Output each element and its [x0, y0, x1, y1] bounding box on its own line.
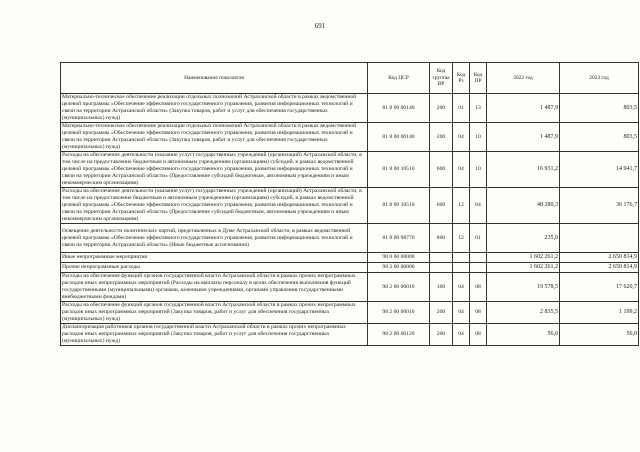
cell-2023: 17 620,7: [560, 273, 639, 302]
cell-name: Расходы на обеспечение функций органов государственной власти Астраханской области в рамках прочих непрограммных расходов иных непрограммных мероприятий (Расходы на выплаты персоналу в целях обеспечения выполнения функций государственными (муниципальными) органами, казенными учреждениями, органами управления государственными внебюджетными фондами): [61, 273, 368, 302]
cell-2022: 1 602 261,2: [487, 253, 560, 263]
cell-2023: [560, 224, 639, 253]
cell-name: Расходы на обеспечение деятельности (оказание услуг) государственных учреждений (организаций) Астраханской области, в том числе на предоставление бюджетным и автономным учреждениям (организациям) субсидий, в рамках ведомственной целевой программы «Обеспечение эффективного государственного управления, развития информационных технологий и связи на территории Астраханской области» (Предоставление субсидий бюджетным, автономным учреждениям и иным некоммерческим организациям): [61, 188, 368, 224]
cell-rz: 04: [453, 123, 470, 152]
budget-table: [60, 62, 639, 346]
table-row: [61, 188, 639, 224]
cell-2022: 2 835,5: [487, 302, 560, 324]
cell-vr: 200: [430, 94, 453, 123]
cell-name: Прочие непрограммные расходы: [61, 263, 368, 273]
cell-2023: 14 941,7: [560, 152, 639, 188]
header-name: Наименование показателя: [61, 63, 368, 94]
cell-csr: 81 8 00 00140: [368, 94, 430, 123]
table-row: [61, 94, 639, 123]
cell-name: Расходы на обеспечение деятельности (оказание услуг) государственных учреждений (организаций) Астраханской области, в том числе на предоставление бюджетным и автономным учреждениям (организациям) субсидий, в рамках ведомственной целевой программы «Обеспечение эффективного государственного управления, развития информационных технологий и связи на территории Астраханской области» (Предоставление субсидий бюджетным, автономным учреждениям и иным некоммерческим организациям): [61, 152, 368, 188]
cell-pr: [470, 263, 487, 273]
cell-rz: 01: [453, 94, 470, 123]
cell-pr: 10: [470, 152, 487, 188]
cell-2023: 803,5: [560, 94, 639, 123]
header-pr: Код ПР: [470, 63, 487, 94]
cell-pr: 13: [470, 94, 487, 123]
cell-name: Материально-техническое обеспечение реализации отдельных полномочий Астраханской области в рамках ведомственной целевой программы «Обеспечение эффективного государственного управления, развития информационных технологий и связи на территории Астраханской области» (Закупка товаров, работ и услуг для обеспечения государственных (муниципальных) нужд): [61, 123, 368, 152]
cell-csr: 98 2 00 00000: [368, 263, 430, 273]
cell-name: Иные непрограммные мероприятия: [61, 253, 368, 263]
cell-rz: [453, 263, 470, 273]
header-csr: Код ЦСР: [368, 63, 430, 94]
cell-pr: 08: [470, 302, 487, 324]
table-row: [61, 123, 639, 152]
cell-vr: 100: [430, 273, 453, 302]
header-vr: Код группы ВР: [430, 63, 453, 94]
cell-name: Диспансеризация работников органов государственной власти Астраханской области в рамках прочих непрограммных расходов иных непрограммных мероприятий (Закупка товаров, работ и услуг для обеспечения государственных (муниципальных) нужд): [61, 324, 368, 346]
cell-csr: 81 8 00 10510: [368, 152, 430, 188]
cell-vr: 600: [430, 188, 453, 224]
cell-pr: 08: [470, 324, 487, 346]
table-row: [61, 324, 639, 346]
cell-rz: 12: [453, 224, 470, 253]
cell-pr: 01: [470, 224, 487, 253]
table-row: [61, 152, 639, 188]
cell-2022: 56,0: [487, 324, 560, 346]
cell-csr: 81 8 00 00140: [368, 123, 430, 152]
cell-rz: [453, 253, 470, 263]
table-header-row: [61, 63, 639, 94]
cell-pr: 10: [470, 123, 487, 152]
cell-2023: 803,5: [560, 123, 639, 152]
cell-rz: 04: [453, 273, 470, 302]
header-rz: Код Рз: [453, 63, 470, 94]
cell-name: Освещение деятельности политических партий, представленных в Думе Астраханской области, в рамках ведомственной целевой программы «Обеспечение эффективного государственного управления, развития информационных технологий и связи на территории Астраханской области» (Иные бюджетные ассигнования): [61, 224, 368, 253]
cell-pr: 08: [470, 273, 487, 302]
cell-vr: 800: [430, 224, 453, 253]
cell-vr: 200: [430, 302, 453, 324]
cell-rz: 04: [453, 324, 470, 346]
cell-csr: 81 8 00 10510: [368, 188, 430, 224]
cell-vr: 200: [430, 123, 453, 152]
table-row: [61, 302, 639, 324]
cell-rz: 04: [453, 152, 470, 188]
cell-vr: [430, 263, 453, 273]
header-2023: 2023 год: [560, 63, 639, 94]
page-number: 691: [314, 22, 326, 30]
cell-rz: 04: [453, 302, 470, 324]
cell-pr: 04: [470, 188, 487, 224]
table-row: [61, 224, 639, 253]
cell-2022: 1 602 261,2: [487, 263, 560, 273]
cell-2022: 48 280,3: [487, 188, 560, 224]
cell-csr: 98 2 00 00010: [368, 302, 430, 324]
cell-2022: 1 487,9: [487, 123, 560, 152]
header-2022: 2022 год: [487, 63, 560, 94]
cell-name: Расходы на обеспечение функций органов государственной власти Астраханской области в рамках прочих непрограммных расходов иных непрограммных мероприятий (Закупка товаров, работ и услуг для обеспечения государственных (муниципальных) нужд): [61, 302, 368, 324]
cell-vr: 600: [430, 152, 453, 188]
cell-2023: 56,0: [560, 324, 639, 346]
cell-2023: 36 176,7: [560, 188, 639, 224]
cell-2023: 2 650 814,9: [560, 253, 639, 263]
cell-vr: [430, 253, 453, 263]
table-row: [61, 263, 639, 273]
cell-csr: 81 8 00 98770: [368, 224, 430, 253]
cell-2023: 2 650 814,9: [560, 263, 639, 273]
cell-vr: 200: [430, 324, 453, 346]
cell-csr: 98 0 00 00000: [368, 253, 430, 263]
cell-csr: 98 2 00 00010: [368, 273, 430, 302]
cell-2022: 19 578,5: [487, 273, 560, 302]
cell-name: Материально-техническое обеспечение реализации отдельных полномочий Астраханской области в рамках ведомственной целевой программы «Обеспечение эффективного государственного управления, развития информационных технологий и связи на территории Астраханской области» (Закупка товаров, работ и услуг для обеспечения государственных (муниципальных) нужд): [61, 94, 368, 123]
cell-2022: 1 487,9: [487, 94, 560, 123]
cell-2023: 1 199,2: [560, 302, 639, 324]
cell-2022: 235,0: [487, 224, 560, 253]
table-row: [61, 253, 639, 263]
cell-rz: 12: [453, 188, 470, 224]
cell-pr: [470, 253, 487, 263]
cell-2022: 16 931,2: [487, 152, 560, 188]
cell-csr: 98 2 00 00120: [368, 324, 430, 346]
table-row: [61, 273, 639, 302]
